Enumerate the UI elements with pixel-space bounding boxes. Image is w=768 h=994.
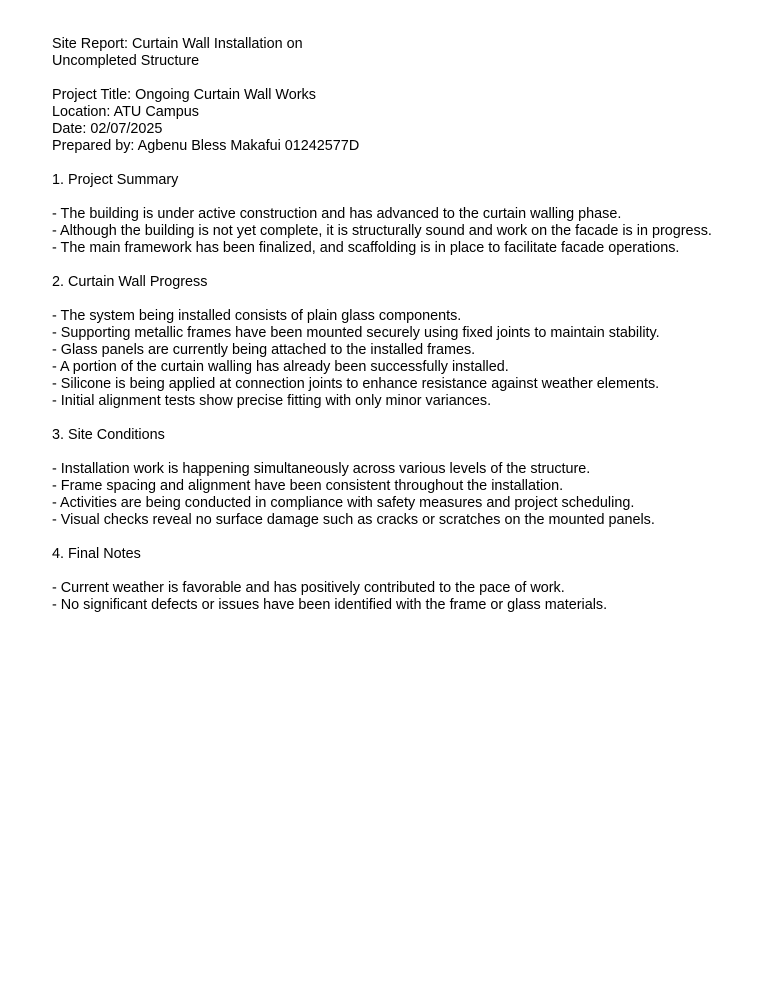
list-item: - Current weather is favorable and has positively contributed to the pace of work. bbox=[52, 580, 565, 596]
spacer bbox=[52, 529, 768, 546]
list-item: - The building is under active construction and has advanced to the curtain walling phase. bbox=[52, 206, 622, 222]
section-heading-curtain-wall-progress: 2. Curtain Wall Progress bbox=[52, 274, 208, 290]
section-heading-final-notes: 4. Final Notes bbox=[52, 546, 141, 562]
list-item: - Supporting metallic frames have been mounted securely using fixed joints to maintain stability. bbox=[52, 325, 660, 341]
spacer bbox=[52, 410, 768, 427]
list-item: - Activities are being conducted in compliance with safety measures and project scheduling. bbox=[52, 495, 635, 511]
list-item: - Installation work is happening simultaneously across various levels of the structure. bbox=[52, 461, 591, 477]
report-title-line-2: Uncompleted Structure bbox=[52, 53, 200, 69]
site-conditions-list bbox=[52, 461, 768, 529]
spacer bbox=[52, 155, 768, 172]
report-title-line-1: Site Report: Curtain Wall Installation on bbox=[52, 36, 303, 52]
list-item: - Glass panels are currently being attached to the installed frames. bbox=[52, 342, 476, 358]
list-item: - Frame spacing and alignment have been consistent throughout the installation. bbox=[52, 478, 564, 494]
section-heading-site-conditions: 3. Site Conditions bbox=[52, 427, 165, 443]
report-document bbox=[52, 36, 768, 614]
list-item: - The system being installed consists of plain glass components. bbox=[52, 308, 462, 324]
report-date: Date: 02/07/2025 bbox=[52, 121, 163, 137]
final-notes-list bbox=[52, 580, 768, 614]
prepared-by: Prepared by: Agbenu Bless Makafui 01242577D bbox=[52, 138, 360, 154]
list-item: - Visual checks reveal no surface damage such as cracks or scratches on the mounted panels. bbox=[52, 512, 655, 528]
list-item: - A portion of the curtain walling has already been successfully installed. bbox=[52, 359, 509, 375]
project-title: Project Title: Ongoing Curtain Wall Works bbox=[52, 87, 316, 103]
project-location: Location: ATU Campus bbox=[52, 104, 199, 120]
list-item: - No significant defects or issues have been identified with the frame or glass materials. bbox=[52, 597, 608, 613]
list-item: - Initial alignment tests show precise fitting with only minor variances. bbox=[52, 393, 492, 409]
spacer bbox=[52, 189, 768, 206]
spacer bbox=[52, 563, 768, 580]
spacer bbox=[52, 257, 768, 274]
spacer bbox=[52, 444, 768, 461]
list-item: - Silicone is being applied at connection joints to enhance resistance against weather elements. bbox=[52, 376, 660, 392]
spacer bbox=[52, 70, 768, 87]
curtain-wall-progress-list bbox=[52, 308, 768, 410]
section-heading-project-summary: 1. Project Summary bbox=[52, 172, 179, 188]
project-summary-list bbox=[52, 206, 768, 257]
list-item: - The main framework has been finalized, and scaffolding is in place to facilitate facade operations. bbox=[52, 240, 680, 256]
spacer bbox=[52, 291, 768, 308]
list-item: - Although the building is not yet complete, it is structurally sound and work on the facade is in progress. bbox=[52, 223, 712, 239]
